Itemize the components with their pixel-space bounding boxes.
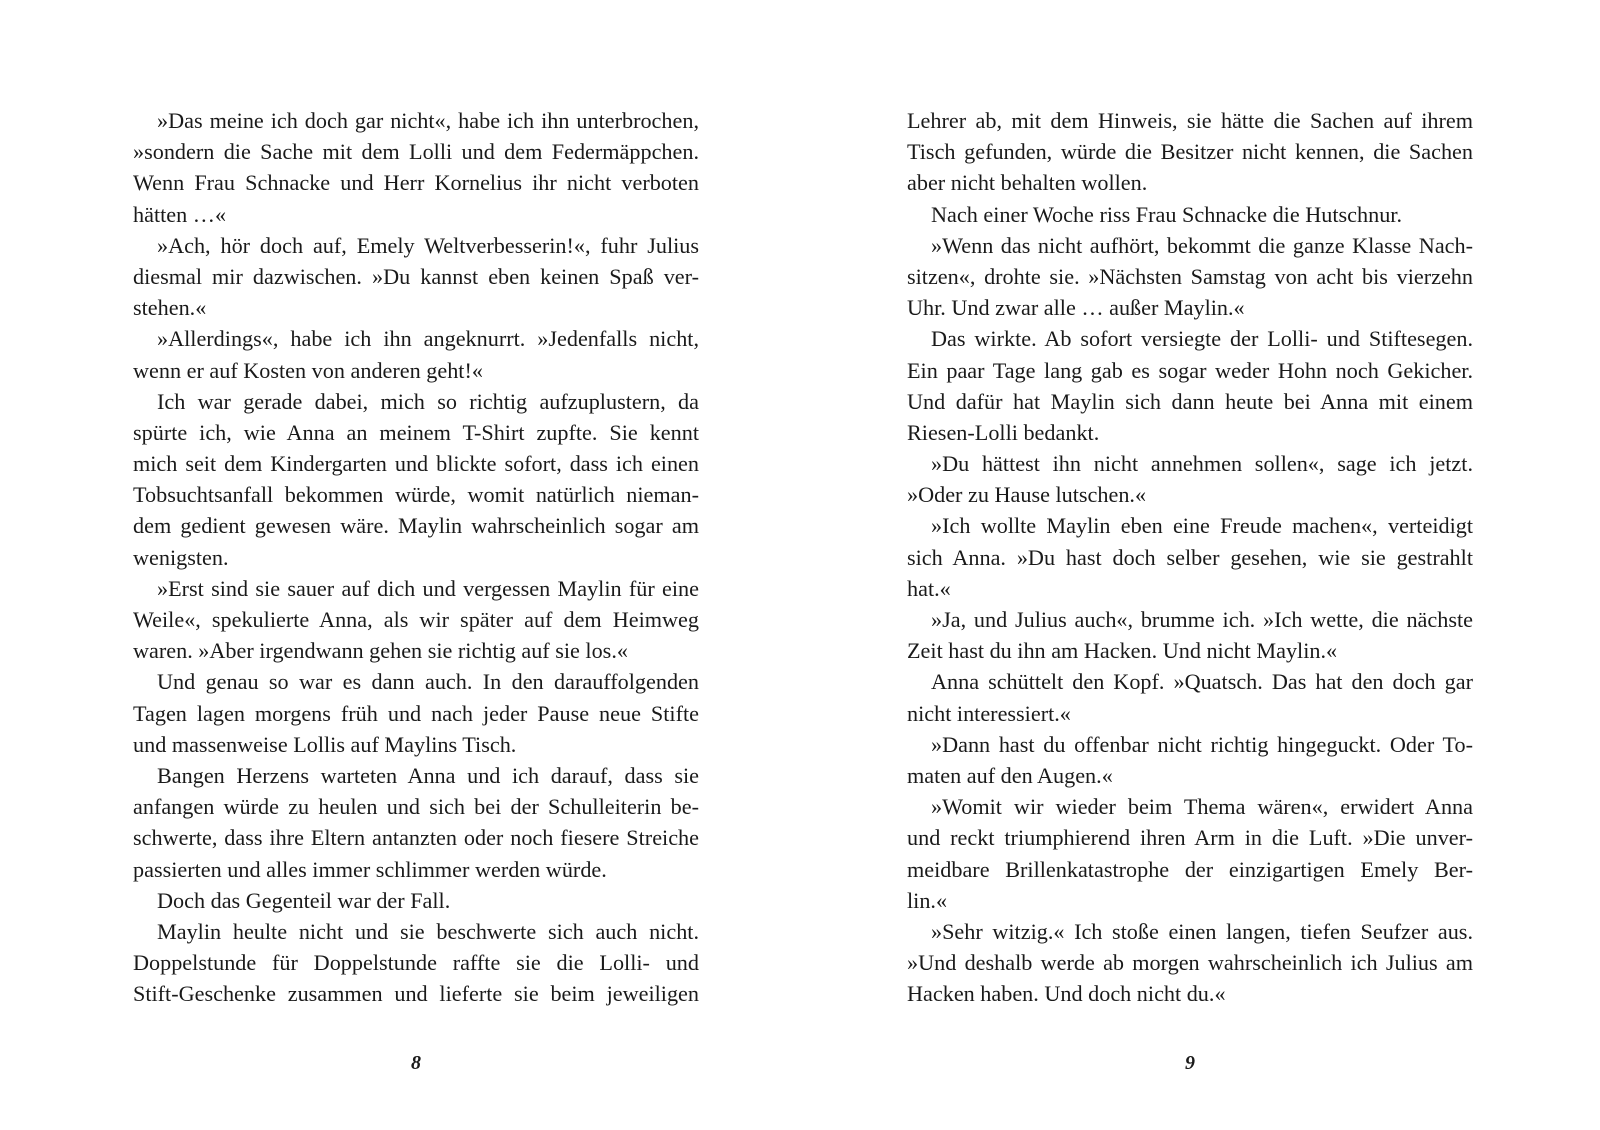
text-line: Tagen lagen morgens früh und nach jeder Pause neue Stifte <box>133 700 699 726</box>
text-line: meidbare Brillenkatastrophe der einzigartigen Emely Ber- <box>907 856 1473 882</box>
right-page-number: 9 <box>1185 1052 1195 1074</box>
text-line: anfangen würde zu heulen und sich bei der Schulleiterin be- <box>133 794 699 820</box>
text-line: wenigsten. <box>133 544 229 570</box>
text-line: »Und deshalb werde ab morgen wahrscheinlich ich Julius am <box>907 950 1473 976</box>
text-line: »Wenn das nicht aufhört, bekommt die ganze Klasse Nach- <box>931 232 1473 258</box>
text-line: »Allerdings«, habe ich ihn angeknurrt. »Jedenfalls nicht, <box>157 326 699 352</box>
text-line: stehen.« <box>133 295 207 321</box>
right-page <box>907 105 1473 1105</box>
text-line: Zeit hast du ihn am Hacken. Und nicht Maylin.« <box>907 638 1338 664</box>
text-line: »sondern die Sache mit dem Lolli und dem Federmäppchen. <box>133 139 699 165</box>
text-line: aber nicht behalten wollen. <box>907 170 1148 196</box>
left-page-text <box>133 105 699 1009</box>
text-line: »Ach, hör doch auf, Emely Weltverbesserin!«, fuhr Julius <box>157 232 699 258</box>
text-line: Hacken haben. Und doch nicht du.« <box>907 981 1226 1007</box>
text-line: und massenweise Lollis auf Maylins Tisch. <box>133 731 517 757</box>
text-line: und reckt triumphierend ihren Arm in die Luft. »Die unver- <box>907 825 1473 851</box>
text-line: Doppelstunde für Doppelstunde raffte sie die Lolli- und <box>133 950 699 976</box>
text-line: Ich war gerade dabei, mich so richtig aufzuplustern, da <box>157 388 699 414</box>
text-line: schwerte, dass ihre Eltern antanzten oder noch fiesere Streiche <box>133 825 699 851</box>
text-line: Tobsuchtsanfall bekommen würde, womit natürlich nieman- <box>133 482 699 508</box>
text-line: maten auf den Augen.« <box>907 762 1113 788</box>
text-line: »Dann hast du offenbar nicht richtig hingeguckt. Oder To- <box>931 731 1473 757</box>
text-line: »Ich wollte Maylin eben eine Freude machen«, verteidigt <box>931 513 1473 539</box>
text-line: »Ja, und Julius auch«, brumme ich. »Ich wette, die nächste <box>931 607 1473 632</box>
text-line: mich seit dem Kindergarten und blickte sofort, dass ich einen <box>133 451 699 477</box>
text-line: »Oder zu Hause lutschen.« <box>907 482 1147 508</box>
text-line: sitzen«, drohte sie. »Nächsten Samstag von acht bis vierzehn <box>907 263 1473 289</box>
text-line: dem gedient gewesen wäre. Maylin wahrscheinlich sogar am <box>133 513 699 539</box>
text-line: spürte ich, wie Anna an meinem T-Shirt zupfte. Sie kennt <box>133 419 699 445</box>
text-line: lin.« <box>907 887 948 913</box>
text-line: diesmal mir dazwischen. »Du kannst eben keinen Spaß ver- <box>133 263 699 289</box>
text-line: Lehrer ab, mit dem Hinweis, sie hätte die Sachen auf ihrem <box>907 108 1473 133</box>
text-line: wenn er auf Kosten von anderen geht!« <box>133 357 483 383</box>
text-line: Das wirkte. Ab sofort versiegte der Lolli- und Stiftesegen. <box>931 326 1473 352</box>
text-line: »Erst sind sie sauer auf dich und vergessen Maylin für eine <box>157 575 699 601</box>
text-line: Ein paar Tage lang gab es sogar weder Hohn noch Gekicher. <box>907 357 1473 383</box>
text-line: Tisch gefunden, würde die Besitzer nicht kennen, die Sachen <box>907 139 1473 165</box>
text-line: Bangen Herzens warteten Anna und ich darauf, dass sie <box>157 762 699 788</box>
text-line: Doch das Gegenteil war der Fall. <box>157 887 451 913</box>
text-line: hat.« <box>907 575 951 601</box>
text-line: Stift-Geschenke zusammen und lieferte sie beim jeweiligen <box>133 981 699 1007</box>
text-line: Anna schüttelt den Kopf. »Quatsch. Das hat den doch gar <box>931 669 1473 695</box>
text-line: Riesen-Lolli bedankt. <box>907 419 1100 445</box>
text-line: Weile«, spekulierte Anna, als wir später auf dem Heimweg <box>133 607 699 632</box>
text-line: hätten …« <box>133 201 227 227</box>
text-line: Wenn Frau Schnacke und Herr Kornelius ihr nicht verboten <box>133 170 699 196</box>
text-line: Nach einer Woche riss Frau Schnacke die Hutschnur. <box>931 201 1402 227</box>
text-line: waren. »Aber irgendwann gehen sie richtig auf sie los.« <box>133 638 628 664</box>
right-page-text <box>907 105 1473 1009</box>
text-line: »Das meine ich doch gar nicht«, habe ich ihn unterbrochen, <box>157 108 699 133</box>
text-line: »Womit wir wieder beim Thema wären«, erwidert Anna <box>931 794 1473 820</box>
text-line: sich Anna. »Du hast doch selber gesehen, wie sie gestrahlt <box>907 544 1473 570</box>
text-line: »Sehr witzig.« Ich stoße einen langen, tiefen Seufzer aus. <box>931 918 1473 944</box>
text-line: Und genau so war es dann auch. In den darauffolgenden <box>157 669 699 695</box>
text-line: nicht interessiert.« <box>907 700 1071 726</box>
text-line: Uhr. Und zwar alle … außer Maylin.« <box>907 295 1245 321</box>
left-page <box>133 105 699 1105</box>
left-page-number: 8 <box>411 1052 421 1074</box>
text-line: passierten und alles immer schlimmer werden würde. <box>133 856 607 882</box>
text-line: Maylin heulte nicht und sie beschwerte sich auch nicht. <box>157 918 699 944</box>
text-line: Und dafür hat Maylin sich dann heute bei Anna mit einem <box>907 388 1473 414</box>
text-line: »Du hättest ihn nicht annehmen sollen«, sage ich jetzt. <box>931 451 1473 477</box>
